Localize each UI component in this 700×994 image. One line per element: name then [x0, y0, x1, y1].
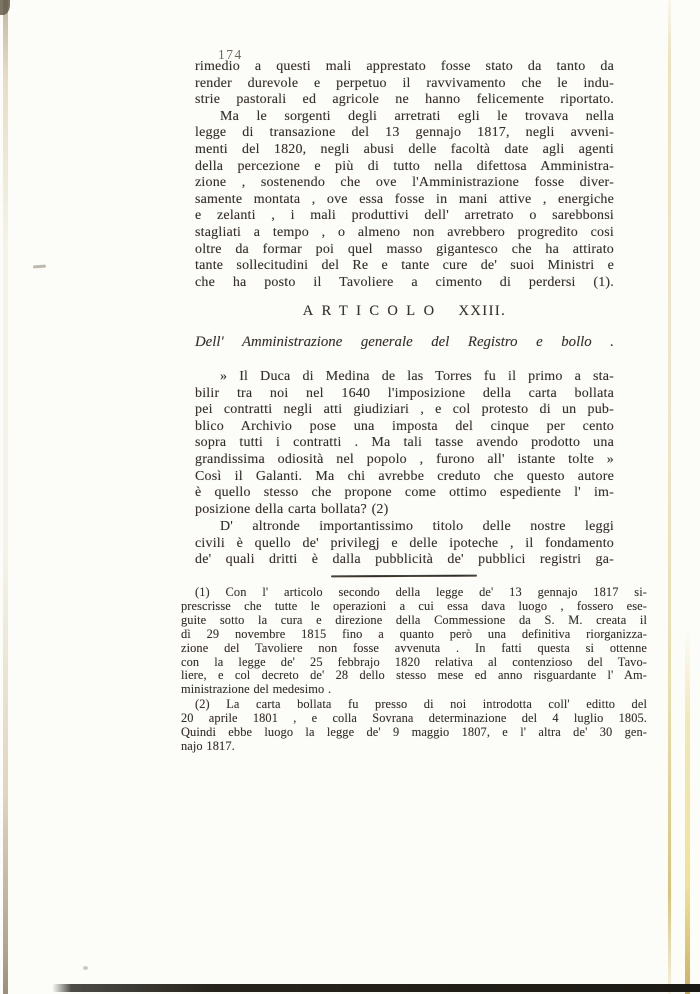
paragraph-daltronde — [195, 519, 614, 569]
scan-edge-bottom — [52, 984, 700, 992]
page-number: 174 — [218, 47, 243, 62]
text-line: della percezione e più di tutto nella difettosa Amministra- — [195, 158, 614, 174]
text-line: Ma le sorgenti degli arretrati egli le trovava nella — [220, 108, 614, 124]
text-line: grandissima odiosità nel popolo , furono all' istante tolte » — [195, 451, 614, 467]
text-line: render durevole e perpetuo il ravvivamento che le indu- — [195, 75, 614, 91]
footnote-separator — [331, 575, 477, 578]
binding-gutter-streak — [3, 0, 8, 994]
text-line: pei contratti negli atti giudiziari , e col protesto di un pub- — [195, 402, 614, 418]
paragraph-carta-bollata — [195, 369, 614, 518]
text-line: Così il Galanti. Ma chi avrebbe creduto che questo autore — [195, 468, 614, 484]
text-line: legge di transazione del 13 gennajo 1817, negli avveni- — [195, 125, 614, 141]
text-line: ministrazione del medesimo . — [181, 682, 332, 697]
text-line: strie pastorali ed agricole ne hanno felicemente riportato. — [195, 92, 614, 108]
text-line: menti del 1820, negli abusi delle facoltà date agli agenti — [195, 141, 614, 157]
text-line: zione , sostenendo che ove l'Amministrazione fosse diver- — [195, 175, 614, 191]
article-heading — [195, 303, 614, 320]
text-line: blico Archivio pose una imposta del cinque per cento — [195, 418, 614, 434]
text-line: Quindi ebbe luogo la legge de' 9 maggio 1807, e l' altra de' 30 gen- — [181, 724, 647, 739]
text-line: najo 1817. — [181, 738, 235, 753]
text-line: guite sotto la cura e direzione della Commessione da S. M. creata il — [181, 612, 647, 627]
corner-blot — [0, 0, 10, 15]
page-edge-streak — [685, 630, 690, 994]
article-heading-numeral: XXIII. — [458, 303, 507, 319]
text-line: » Il Duca di Medina de las Torres fu il primo a sta- — [220, 369, 614, 384]
text-line: (2) La carta bollata fu presso di noi introdotta coll' editto del — [195, 697, 647, 711]
binding-gutter-shadow — [0, 0, 18, 994]
article-subtitle: Dell' Amministrazione generale del Registro e bollo . — [195, 334, 614, 350]
margin-mark — [33, 265, 46, 269]
text-line: (1) Con l' articolo secondo della legge de' 13 gennajo 1817 si- — [195, 585, 647, 599]
article-heading-word: ARTICOLO — [302, 303, 443, 319]
text-line: oltre da formar poi quel masso gigantesco che ha attirato — [195, 241, 614, 257]
text-line: che ha posto il Tavoliere a cimento di perdersi (1). — [195, 274, 614, 290]
text-line: stagliati a tempo , o almeno non avrebbero progredito cosi — [195, 224, 614, 240]
text-line: zione del Tavoliere non fosse avvenuta . In fatti questa si ottenne — [181, 640, 647, 655]
text-line: bilir tra noi nel 1640 l'imposizione della carta bollata — [195, 385, 614, 401]
text-line: 20 aprile 1801 , e colla Sovrana determinazione del 4 luglio 1805. — [181, 710, 647, 725]
text-line: e zelanti , i mali produttivi dell' arretrato o sarebbonsi — [195, 208, 614, 224]
paragraph-arretrati — [195, 59, 614, 291]
paper-speck — [83, 966, 88, 970]
text-line: posizione della carta bollata? (2) — [195, 501, 389, 517]
text-line: de' quali dritti è dalla pubblicità de' pubblici registri ga- — [195, 552, 614, 568]
text-line: sopra tutti i contratti . Ma tali tasse avendo prodotto una — [195, 435, 614, 451]
footnote-1 — [181, 586, 647, 697]
footnote-2 — [181, 698, 647, 754]
text-line: civili è quello de' privilegj e delle ipoteche , il fondamento — [195, 535, 614, 551]
text-line: liere, e col decreto de' 28 dello stesso mese ed anno risguardante l' Am- — [181, 668, 647, 683]
text-line: rimedio a questi mali apprestato fosse stato da tanto da — [195, 59, 614, 74]
text-line: prescrisse che tutte le operazioni a cui essa dava luogo , fossero ese- — [181, 598, 647, 613]
text-line: dì 29 novembre 1815 fino a quanto però una definitiva riorganizza- — [181, 626, 647, 641]
page-crease — [668, 0, 671, 994]
text-line: con la legge de' 25 febbrajo 1820 relativa al contenzioso del Tavo- — [181, 654, 647, 669]
text-line: D' altronde importantissimo titolo delle nostre leggi — [220, 519, 614, 534]
text-line: tante sollecitudini del Re e tante cure de' suoi Ministri e — [195, 258, 614, 274]
text-line: è quello stesso che propone come ottimo espediente l' im- — [195, 485, 614, 501]
text-line: samente montata , ove essa fosse in mani attive , energiche — [195, 191, 614, 207]
